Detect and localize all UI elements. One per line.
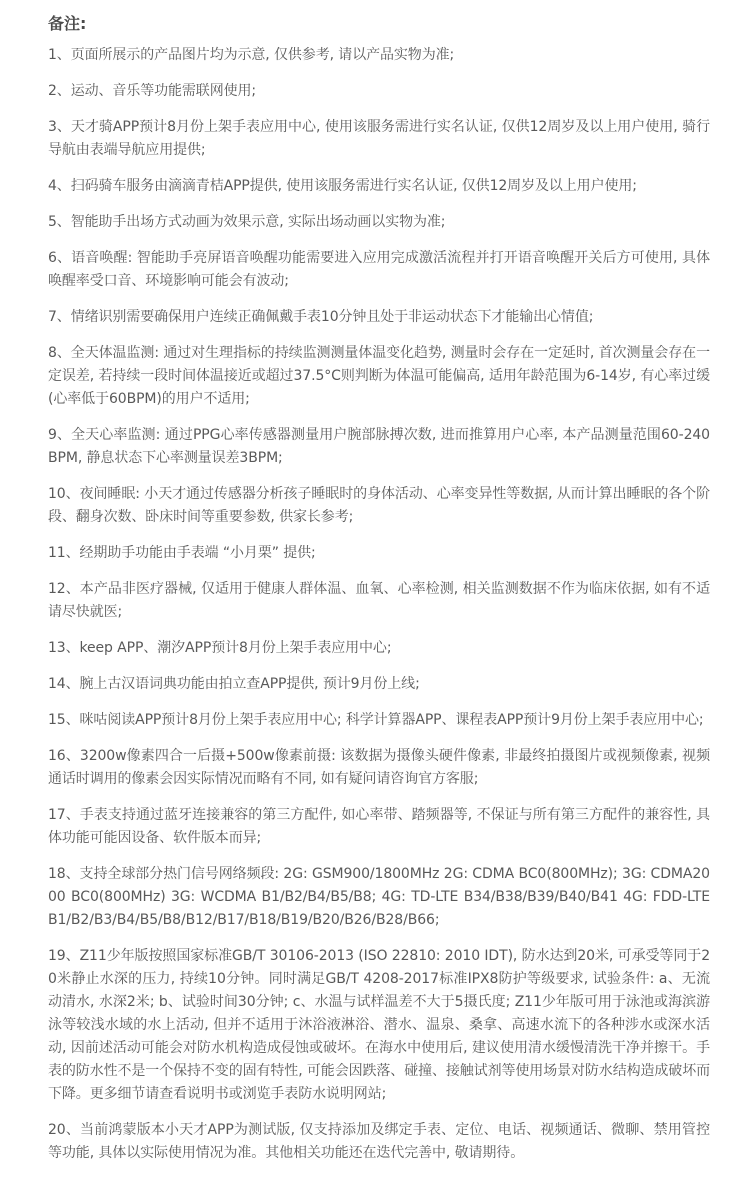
note-item: 9、全天心率监测: 通过PPG心率传感器测量用户腕部脉搏次数, 进而推算用户心率, 本产品测量范围60-240BPM, 静息状态下心率测量误差3BPM; — [48, 427, 710, 466]
note-item: 8、全天体温监测: 通过对生理指标的持续监测测量体温变化趋势, 测量时会存在一定延时, 首次测量会存在一定误差, 若持续一段时间体温接近或超过37.5°C则判断为体温可能偏高, 适用年龄范围为6-14岁, 有心率过缓(心率低于60BPM)的用户不适用; — [48, 345, 710, 407]
note-item: 20、当前鸿蒙版本小天才APP为测试版, 仅支持添加及绑定手表、定位、电话、视频通话、微聊、禁用管控等功能, 具体以实际使用情况为准。其他相关功能还在迭代完善中, 敬请期待。 — [48, 1122, 710, 1161]
note-item: 1、页面所展示的产品图片均为示意, 仅供参考, 请以产品实物为准; — [48, 47, 455, 63]
note-item: 10、夜间睡眠: 小天才通过传感器分析孩子睡眠时的身体活动、心率变异性等数据, 从而计算出睡眠的各个阶段、翻身次数、卧床时间等重要参数, 供家长参考; — [48, 486, 710, 525]
note-item: 2、运动、音乐等功能需联网使用; — [48, 83, 257, 99]
note-item: 4、扫码骑车服务由滴滴青桔APP提供, 使用该服务需进行实名认证, 仅供12周岁及以上用户使用; — [48, 178, 637, 194]
note-item: 17、手表支持通过蓝牙连接兼容的第三方配件, 如心率带、踏频器等, 不保证与所有第三方配件的兼容性, 具体功能可能因设备、软件版本而异; — [48, 807, 710, 846]
note-item: 5、智能助手出场方式动画为效果示意, 实际出场动画以实物为准; — [48, 214, 446, 230]
note-item: 14、腕上古汉语词典功能由拍立查APP提供, 预计9月份上线; — [48, 676, 420, 692]
note-item: 13、keep APP、潮汐APP预计8月份上架手表应用中心; — [48, 640, 392, 656]
note-item: 7、情绪识别需要确保用户连续正确佩戴手表10分钟且处于非运动状态下才能输出心情值; — [48, 309, 594, 325]
note-item: 16、3200w像素四合一后摄+500w像素前摄: 该数据为摄像头硬件像素, 非最终拍摄图片或视频像素, 视频通话时调用的像素会因实际情况而略有不同, 如有疑问请咨询官方客服; — [48, 748, 710, 787]
note-item: 19、Z11少年版按照国家标准GB/T 30106-2013 (ISO 22810: 2010 IDT), 防水达到20米, 可承受等同于20米静止水深的压力, 持续10分钟。同时满足GB/T 4208-2017标准IPX8防护等级要求, 试验条件: a、无流动清水, 水深2米; b、试验时间30分钟; c、水温与试样温差不大于5摄氏度; Z11少年版可用于泳池或海滨游泳等较浅水域的水上活动, 但并不适用于沐浴液淋浴、潜水、温泉、桑拿、高速水流下的各种涉水或深水活动, 因前述活动可能会对防水机构造成侵蚀或破坏。在海水中使用后, 建议使用清水缓慢清洗干净并擦干。手表的防水性不是一个保持不变的固有特性, 可能会因跌落、碰撞、接触试剂等使用场景对防水结构造成破坏而下降。更多细节请查看说明书或浏览手表防水说明网站; — [48, 948, 710, 1102]
notes-title: 备注: — [48, 14, 87, 33]
note-item: 12、本产品非医疗器械, 仅适用于健康人群体温、血氧、心率检测, 相关监测数据不作为临床依据, 如有不适请尽快就医; — [48, 581, 710, 620]
note-item: 18、支持全球部分热门信号网络频段: 2G: GSM900/1800MHz 2G: CDMA BC0(800MHz); 3G: CDMA2000 BC0(800MHz) 3G: WCDMA B1/B2/B4/B5/B8; 4G: TD-LTE B34/B38/B39/B40/B41 4G: FDD-LTE B1/B2/B3/B4/B5/B8/B12/B17/B18/B19/B20/B26/B28/B66; — [48, 866, 710, 928]
note-item: 6、语音唤醒: 智能助手亮屏语音唤醒功能需要进入应用完成激活流程并打开语音唤醒开关后方可使用, 具体唤醒率受口音、环境影响可能会有波动; — [48, 250, 710, 289]
note-item: 3、天才骑APP预计8月份上架手表应用中心, 使用该服务需进行实名认证, 仅供12周岁及以上用户使用, 骑行导航由表端导航应用提供; — [48, 119, 710, 158]
notes-list — [48, 44, 710, 1165]
note-item: 15、咪咕阅读APP预计8月份上架手表应用中心; 科学计算器APP、课程表APP预计9月份上架手表应用中心; — [48, 712, 704, 728]
note-item: 11、经期助手功能由手表端 “小月栗” 提供; — [48, 545, 316, 561]
